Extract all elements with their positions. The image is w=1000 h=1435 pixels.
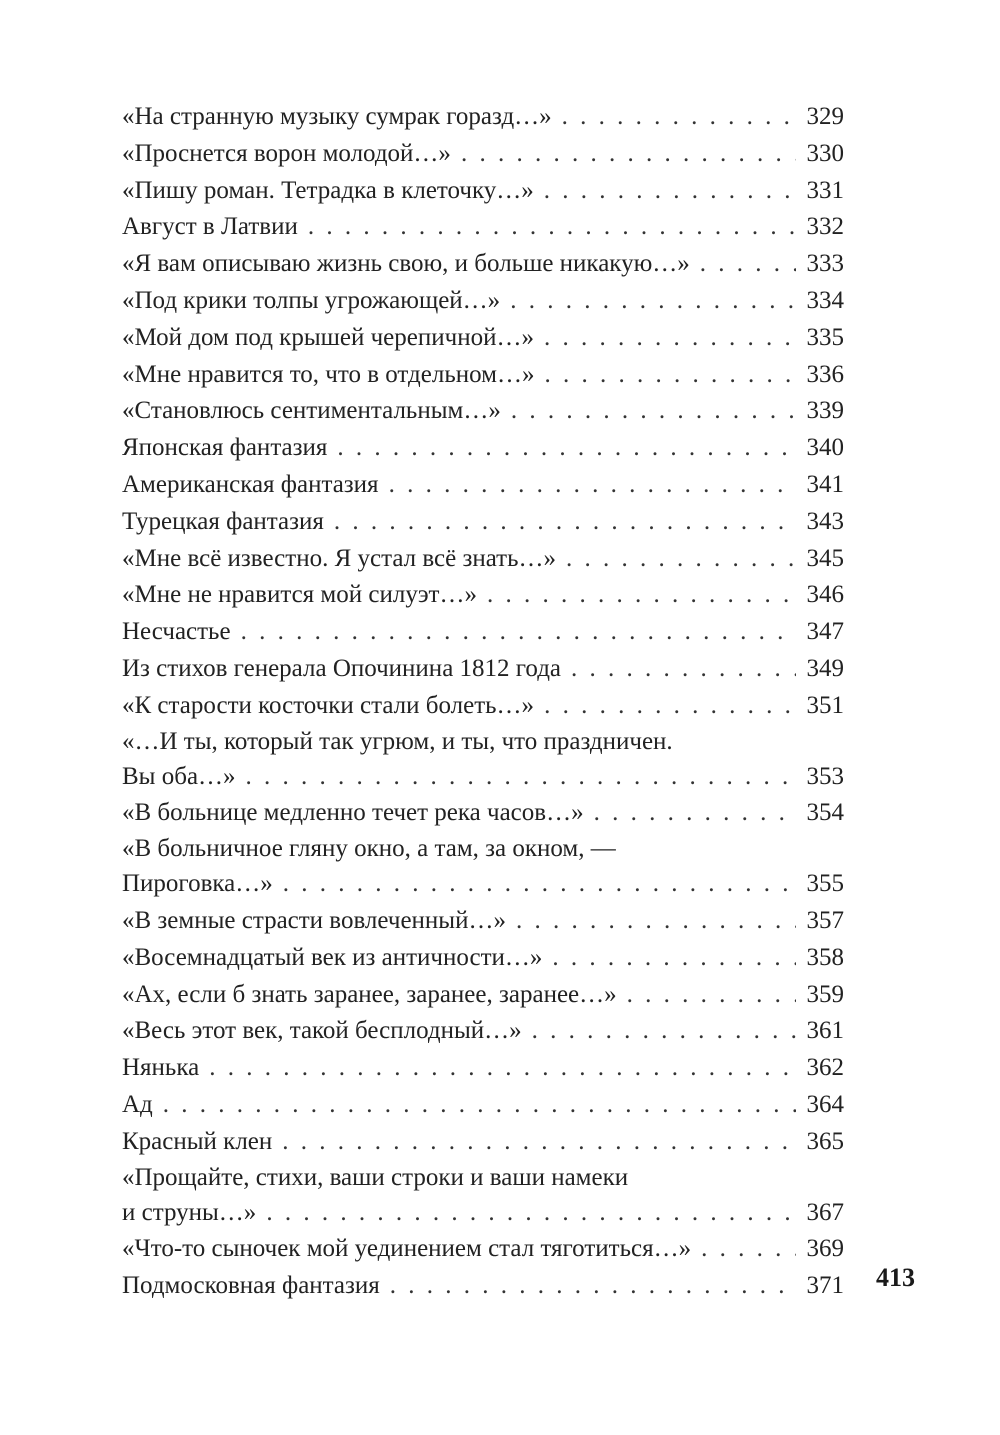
toc-entry-line	[122, 99, 844, 136]
toc-entry-title-first-line	[122, 725, 844, 759]
toc-entry-page-number: 364	[806, 1090, 844, 1118]
toc-entry-line	[122, 1268, 844, 1305]
toc-entry-title: «Мне нравится то, что в отдельном…»	[122, 360, 535, 388]
toc-entry-line	[122, 504, 844, 541]
toc-entry-title: Пироговка…»	[122, 870, 273, 898]
toc-entry-title: и струны…»	[122, 1198, 257, 1226]
toc-entry-title: «Проснется ворон молодой…»	[122, 139, 451, 167]
toc-entry	[122, 357, 844, 394]
dot-leader	[510, 283, 796, 320]
toc-entry-page-number: 358	[806, 943, 844, 971]
toc-entry	[122, 795, 844, 832]
toc-entry-title: Американская фантазия	[122, 470, 379, 498]
dot-leader	[283, 866, 796, 903]
toc-entry-title: «Мой дом под крышей черепичной…»	[122, 323, 534, 351]
toc-entry-title: Август в Латвии	[122, 213, 298, 241]
toc-entry-page-number: 369	[806, 1235, 844, 1263]
toc-entry-line	[122, 977, 844, 1014]
toc-entry-page-number: 335	[806, 323, 844, 351]
toc-entry-title: «Я вам описываю жизнь свою, и больше никакую…»	[122, 250, 690, 278]
toc-entry-title: «В больничное гляну окно, а там, за окном, —	[122, 835, 616, 863]
toc-entry	[122, 173, 844, 210]
toc-entry-title: «Под крики толпы угрожающей…»	[122, 286, 501, 314]
dot-leader	[516, 903, 796, 940]
toc-entry	[122, 1231, 844, 1268]
toc-entry-line	[122, 903, 844, 940]
toc-entry-line	[122, 866, 844, 903]
dot-leader	[209, 1050, 796, 1087]
dot-leader	[544, 688, 796, 725]
toc-entry-page-number: 333	[806, 250, 844, 278]
toc-entry-title: «…И ты, который так угрюм, и ты, что праздничен.	[122, 727, 673, 755]
dot-leader	[308, 209, 796, 246]
toc-entry-title: Несчастье	[122, 618, 231, 646]
toc-entry-line	[122, 940, 844, 977]
toc-entry-title: Турецкая фантазия	[122, 507, 324, 535]
toc-entry-page-number: 343	[806, 507, 844, 535]
toc-entry	[122, 504, 844, 541]
toc-entry	[122, 541, 844, 578]
toc-entry-page-number: 332	[806, 213, 844, 241]
toc-entry	[122, 651, 844, 688]
toc-entry-title: Японская фантазия	[122, 434, 328, 462]
toc-entry-line	[122, 614, 844, 651]
toc-entry-page-number: 345	[806, 544, 844, 572]
toc-entry	[122, 99, 844, 136]
toc-entry-page-number: 355	[806, 870, 844, 898]
toc-entry-line	[122, 393, 844, 430]
toc-entry-line	[122, 136, 844, 173]
dot-leader	[334, 504, 796, 541]
toc-entry-page-number: 347	[806, 618, 844, 646]
toc-entry-title: «В земные страсти вовлеченный…»	[122, 906, 506, 934]
toc-entry-page-number: 341	[806, 470, 844, 498]
toc-entry-page-number: 346	[806, 581, 844, 609]
toc-entry	[122, 467, 844, 504]
dot-leader	[487, 577, 796, 614]
toc-entry	[122, 725, 844, 796]
dot-leader	[594, 795, 796, 832]
dot-leader	[241, 614, 796, 651]
toc-entry-title: «Мне всё известно. Я устал всё знать…»	[122, 544, 557, 572]
toc-entry-page-number: 367	[806, 1198, 844, 1226]
toc-entry-line	[122, 541, 844, 578]
dot-leader	[337, 430, 796, 467]
toc-entry	[122, 688, 844, 725]
dot-leader	[544, 357, 796, 394]
dot-leader	[571, 651, 796, 688]
toc-entry-title: «Прощайте, стихи, ваши строки и ваши намеки	[122, 1163, 629, 1191]
toc-entry-title: «Ах, если б знать заранее, заранее, заранее…»	[122, 980, 617, 1008]
toc-entry-line	[122, 283, 844, 320]
toc-entry-page-number: 340	[806, 434, 844, 462]
toc-entry	[122, 209, 844, 246]
dot-leader	[282, 1124, 796, 1161]
toc-entry-title-first-line	[122, 1161, 844, 1195]
dot-leader	[511, 393, 796, 430]
toc-entry-title: Вы оба…»	[122, 762, 236, 790]
toc-entry-page-number: 339	[806, 397, 844, 425]
toc-entry	[122, 1050, 844, 1087]
toc-entry	[122, 430, 844, 467]
toc-entry-line	[122, 246, 844, 283]
toc-entry	[122, 320, 844, 357]
toc-entry-page-number: 362	[806, 1054, 844, 1082]
toc-entry-line	[122, 467, 844, 504]
toc-entry-title: Ад	[122, 1090, 153, 1118]
toc-entry-page-number: 330	[806, 139, 844, 167]
toc-entry	[122, 977, 844, 1014]
toc-entry-line	[122, 1050, 844, 1087]
toc-entry-title: Подмосковная фантазия	[122, 1272, 380, 1300]
toc-entry	[122, 577, 844, 614]
toc-entry	[122, 1161, 844, 1232]
toc-entry-page-number: 357	[806, 906, 844, 934]
toc-entry-page-number: 353	[806, 762, 844, 790]
dot-leader	[461, 136, 796, 173]
toc-entry-page-number: 329	[806, 103, 844, 130]
toc-entry-page-number: 351	[806, 691, 844, 719]
toc-entry-title: «Что-то сыночек мой уединением стал тяготиться…»	[122, 1235, 692, 1263]
toc-entry-title: «Пишу роман. Тетрадка в клеточку…»	[122, 176, 534, 204]
dot-leader	[562, 99, 796, 136]
toc-entry-line	[122, 795, 844, 832]
dot-leader	[532, 1013, 796, 1050]
toc-entry-title: Из стихов генерала Опочинина 1812 года	[122, 654, 562, 682]
toc-entry-line	[122, 320, 844, 357]
toc-entry	[122, 614, 844, 651]
toc-entry-line	[122, 1087, 844, 1124]
toc-entry-line	[122, 1195, 844, 1232]
toc-entry-title: «В больнице медленно течет река часов…»	[122, 799, 584, 827]
toc-entry-line	[122, 209, 844, 246]
dot-leader	[544, 173, 796, 210]
toc-entry-title: «Становлюсь сентиментальным…»	[122, 397, 501, 425]
dot-leader	[566, 541, 796, 578]
toc-entry-line	[122, 651, 844, 688]
dot-leader	[163, 1087, 796, 1124]
toc-entry	[122, 1124, 844, 1161]
dot-leader	[552, 940, 796, 977]
toc-entry-title: «Мне не нравится мой силуэт…»	[122, 581, 477, 609]
toc-entry	[122, 283, 844, 320]
table-of-contents	[122, 99, 844, 1305]
toc-entry-page-number: 334	[806, 286, 844, 314]
dot-leader	[246, 759, 796, 796]
toc-entry-title: Нянька	[122, 1054, 200, 1082]
toc-entry	[122, 1268, 844, 1305]
dot-leader	[389, 467, 796, 504]
toc-entry	[122, 940, 844, 977]
dot-leader	[700, 246, 796, 283]
toc-entry-title: «К старости косточки стали болеть…»	[122, 691, 535, 719]
toc-entry-line	[122, 430, 844, 467]
toc-entry	[122, 832, 844, 903]
toc-entry-page-number: 359	[806, 980, 844, 1008]
dot-leader	[701, 1231, 796, 1268]
toc-entry	[122, 393, 844, 430]
toc-entry-title: Красный клен	[122, 1127, 273, 1155]
toc-entry	[122, 903, 844, 940]
toc-entry-page-number: 331	[806, 176, 844, 204]
page-number: 413	[876, 1263, 915, 1292]
toc-entry-line	[122, 1124, 844, 1161]
toc-entry-title: «Весь этот век, такой бесплодный…»	[122, 1017, 522, 1045]
toc-entry-page-number: 349	[806, 654, 844, 682]
dot-leader	[544, 320, 796, 357]
dot-leader	[627, 977, 796, 1014]
toc-entry-title: «На странную музыку сумрак горазд…»	[122, 103, 552, 130]
toc-entry	[122, 1013, 844, 1050]
toc-entry-page-number: 336	[806, 360, 844, 388]
toc-entry-line	[122, 759, 844, 796]
toc-entry-title-first-line	[122, 832, 844, 866]
toc-entry-page-number: 361	[806, 1017, 844, 1045]
toc-entry	[122, 1087, 844, 1124]
toc-entry-line	[122, 173, 844, 210]
toc-entry-line	[122, 688, 844, 725]
toc-entry-line	[122, 1231, 844, 1268]
toc-entry-line	[122, 577, 844, 614]
toc-entry-page-number: 371	[806, 1272, 844, 1300]
toc-entry-page-number: 365	[806, 1127, 844, 1155]
toc-entry-title: «Восемнадцатый век из античности…»	[122, 943, 543, 971]
dot-leader	[390, 1268, 796, 1305]
toc-entry-line	[122, 1013, 844, 1050]
dot-leader	[266, 1195, 796, 1232]
toc-entry-page-number: 354	[806, 799, 844, 827]
toc-entry	[122, 246, 844, 283]
toc-entry	[122, 136, 844, 173]
toc-entry-line	[122, 357, 844, 394]
